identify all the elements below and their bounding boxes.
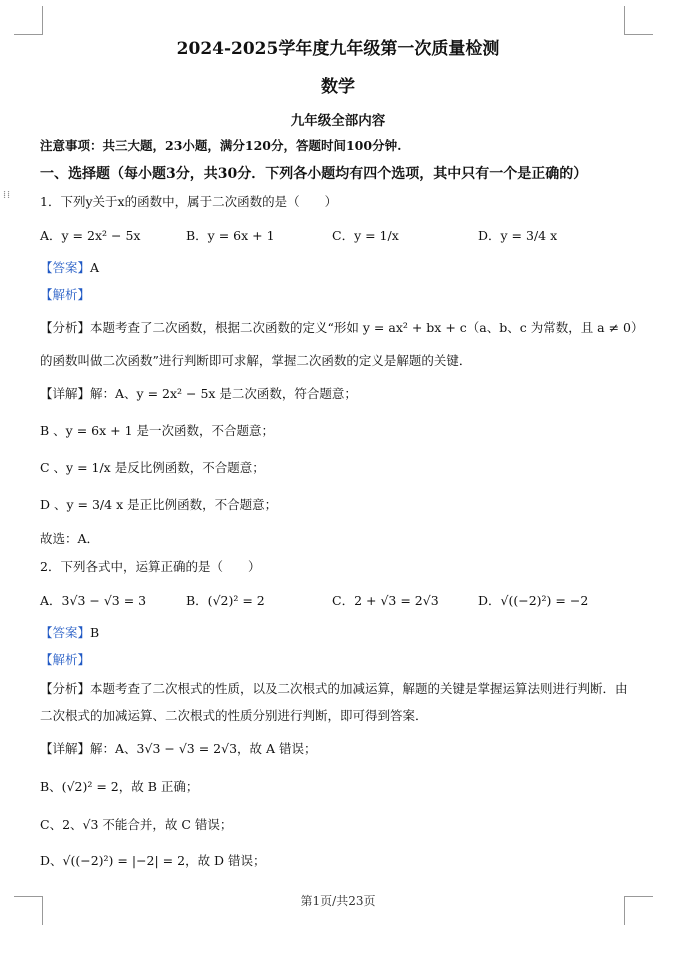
answer-tag: 【答案】: [40, 260, 91, 275]
q2-fenxi-text-1: 本题考查了二次根式的性质，以及二次根式的加减运算，解题的关键是掌握运算法则进行判断．由: [90, 681, 628, 696]
q2-detail-c: C、2、√3 不能合并，故 C 错误；: [40, 817, 233, 832]
question-1-stem: 1．下列y关于x的函数中，属于二次函数的是（ ）: [40, 194, 338, 209]
fenxi-tag: 【分析】: [40, 681, 91, 696]
q2-option-d: D．√((−2)²) = −2: [478, 593, 589, 608]
q1-detail-a: 解：A、y = 2x² − 5x 是二次函数，符合题意；: [90, 386, 357, 401]
section-heading: 一、选择题（每小题3分，共30分．下列各小题均有四个选项，其中只有一个是正确的）: [40, 166, 588, 182]
q1-detail-c: C 、y = 1/x 是反比例函数，不合题意；: [40, 460, 265, 475]
detail-tag: 【详解】: [40, 741, 91, 756]
question-2-stem: 2．下列各式中，运算正确的是（ ）: [40, 559, 261, 574]
q1-analysis-tag: 【解析】: [40, 287, 91, 302]
answer-tag: 【答案】: [40, 625, 91, 640]
exam-notice: 注意事项：共三大题，23小题，满分120分，答题时间100分钟.: [40, 138, 402, 153]
document-title: 2024-2025学年度九年级第一次质量检测: [176, 39, 500, 59]
q2-answer-line: [40, 623, 99, 641]
q1-option-c: C．y = 1/x: [332, 228, 399, 243]
scope-subtitle: 九年级全部内容: [290, 113, 386, 129]
q2-analysis-tag: 【解析】: [40, 652, 91, 667]
q2-option-c: C．2 + √3 = 2√3: [332, 593, 439, 608]
q1-detail-d: D 、y = 3/4 x 是正比例函数，不合题意；: [40, 497, 278, 512]
crop-mark-top-left: [14, 6, 43, 35]
q1-choose: 故选：A．: [40, 531, 100, 546]
q2-detail-b: B、(√2)² = 2，故 B 正确；: [40, 779, 199, 794]
subject-title: 数学: [321, 77, 355, 97]
crop-mark-top-right: [624, 6, 653, 35]
q2-detail-a: 解：A、3√3 − √3 = 2√3，故 A 错误；: [90, 741, 317, 756]
fenxi-tag: 【分析】: [40, 320, 91, 335]
drag-handle-icon[interactable]: ⁞⁞: [3, 188, 12, 201]
q2-answer-value: B: [90, 625, 100, 640]
q1-answer-line: [40, 258, 99, 276]
detail-tag: 【详解】: [40, 386, 91, 401]
q1-detail-b: B 、y = 6x + 1 是一次函数，不合题意；: [40, 423, 274, 438]
q1-option-b: B．y = 6x + 1: [186, 228, 275, 243]
q1-option-d: D．y = 3/4 x: [478, 228, 558, 243]
q1-option-a: A．y = 2x² − 5x: [40, 228, 141, 243]
q2-fenxi-line-1: [40, 679, 628, 697]
q2-detail-d: D、√((−2)²) = |−2| = 2，故 D 错误；: [40, 853, 266, 868]
q2-option-a: A．3√3 − √3 = 3: [40, 593, 147, 608]
q2-option-b: B．(√2)² = 2: [186, 593, 265, 608]
q2-fenxi-line-2: 二次根式的加减运算、二次根式的性质分别进行判断，即可得到答案．: [40, 708, 428, 723]
q2-detail-line-a: [40, 739, 317, 757]
q1-answer-value: A: [90, 260, 100, 275]
q1-fenxi-line-1: [40, 318, 644, 336]
q1-fenxi-text-1: 本题考查了二次函数，根据二次函数的定义“形如 y = ax² + bx + c（a、b、c 为常数，且 a ≠ 0）: [90, 320, 644, 335]
q1-fenxi-line-2: 的函数叫做二次函数”进行判断即可求解，掌握二次函数的定义是解题的关键．: [40, 353, 472, 368]
q1-detail-line-a: [40, 384, 357, 402]
page-number: 第1页/共23页: [300, 894, 376, 908]
